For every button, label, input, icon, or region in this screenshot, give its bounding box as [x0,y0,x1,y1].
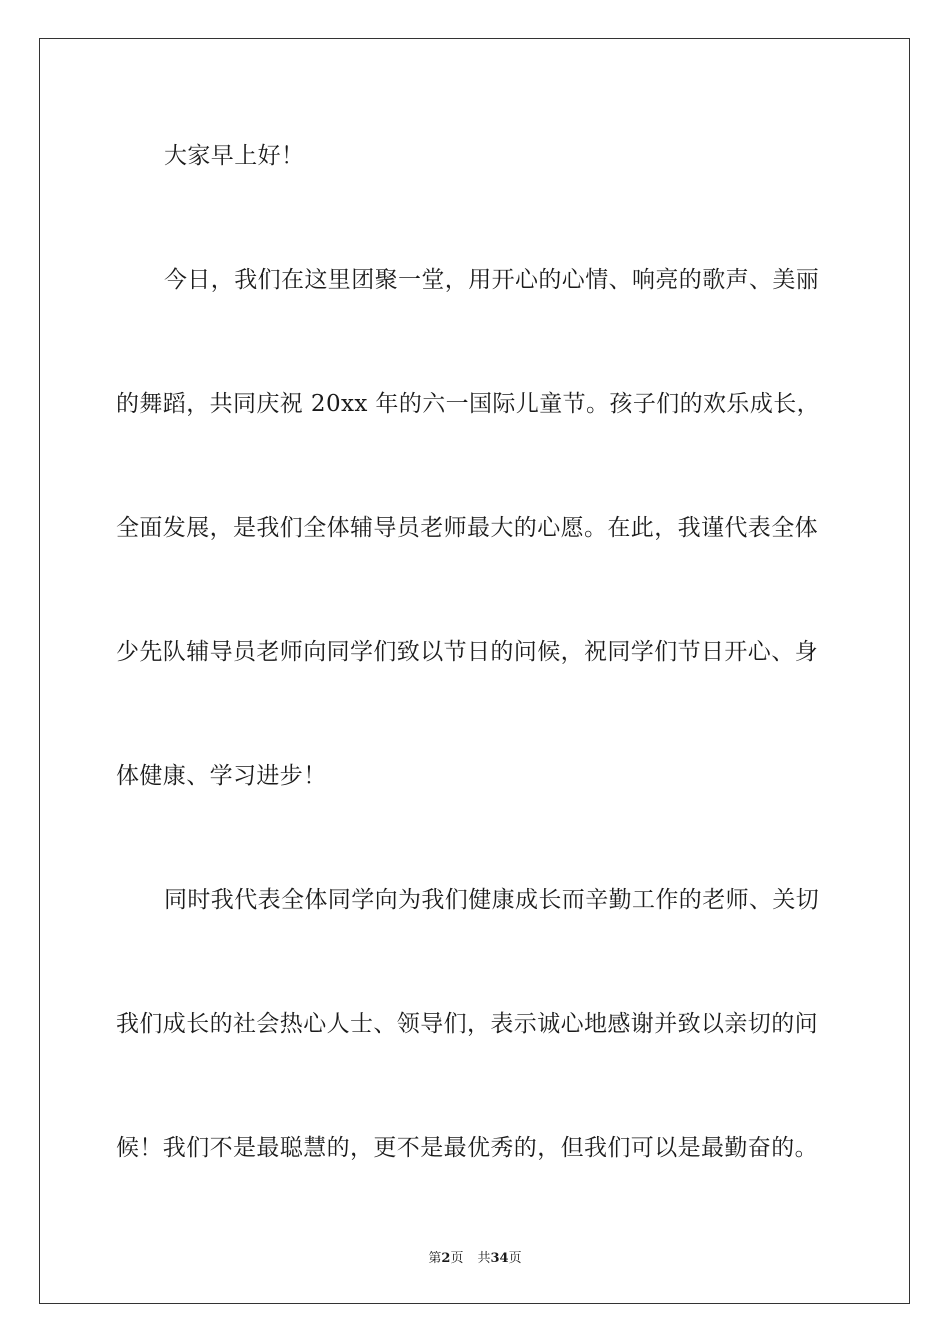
text-line: 我们成长的社会热心人士、领导们，表示诚心地感谢并致以亲切的问 [116,1011,818,1037]
page-prefix: 第 [428,1251,442,1266]
text-line: 今日，我们在这里团聚一堂，用开心的心情、响亮的歌声、美丽 [164,267,820,293]
paragraph-greeting [116,125,832,187]
page-number: 2 [441,1251,451,1266]
document-body [116,125,832,1179]
text-line: 大家早上好！ [164,143,305,169]
paragraph-celebration [116,249,832,807]
text-line: 体健康、学习进步！ [116,763,327,789]
paragraph-thanks [116,869,832,1179]
total-suffix: 页 [508,1251,522,1266]
text-line: 的舞蹈，共同庆祝 20xx 年的六一国际儿童节。孩子们的欢乐成长， [116,391,821,417]
text-line: 同时我代表全体同学向为我们健康成长而辛勤工作的老师、关切 [164,887,820,913]
text-line: 少先队辅导员老师向同学们致以节日的问候，祝同学们节日开心、身 [116,639,818,665]
text-line: 全面发展，是我们全体辅导员老师最大的心愿。在此，我谨代表全体 [116,515,818,541]
page-footer [0,1247,950,1266]
total-prefix: 共 [477,1251,491,1266]
total-pages: 34 [490,1251,509,1266]
page-suffix: 页 [450,1251,464,1266]
text-line: 候！我们不是最聪慧的，更不是最优秀的，但我们可以是最勤奋的。 [116,1135,818,1161]
